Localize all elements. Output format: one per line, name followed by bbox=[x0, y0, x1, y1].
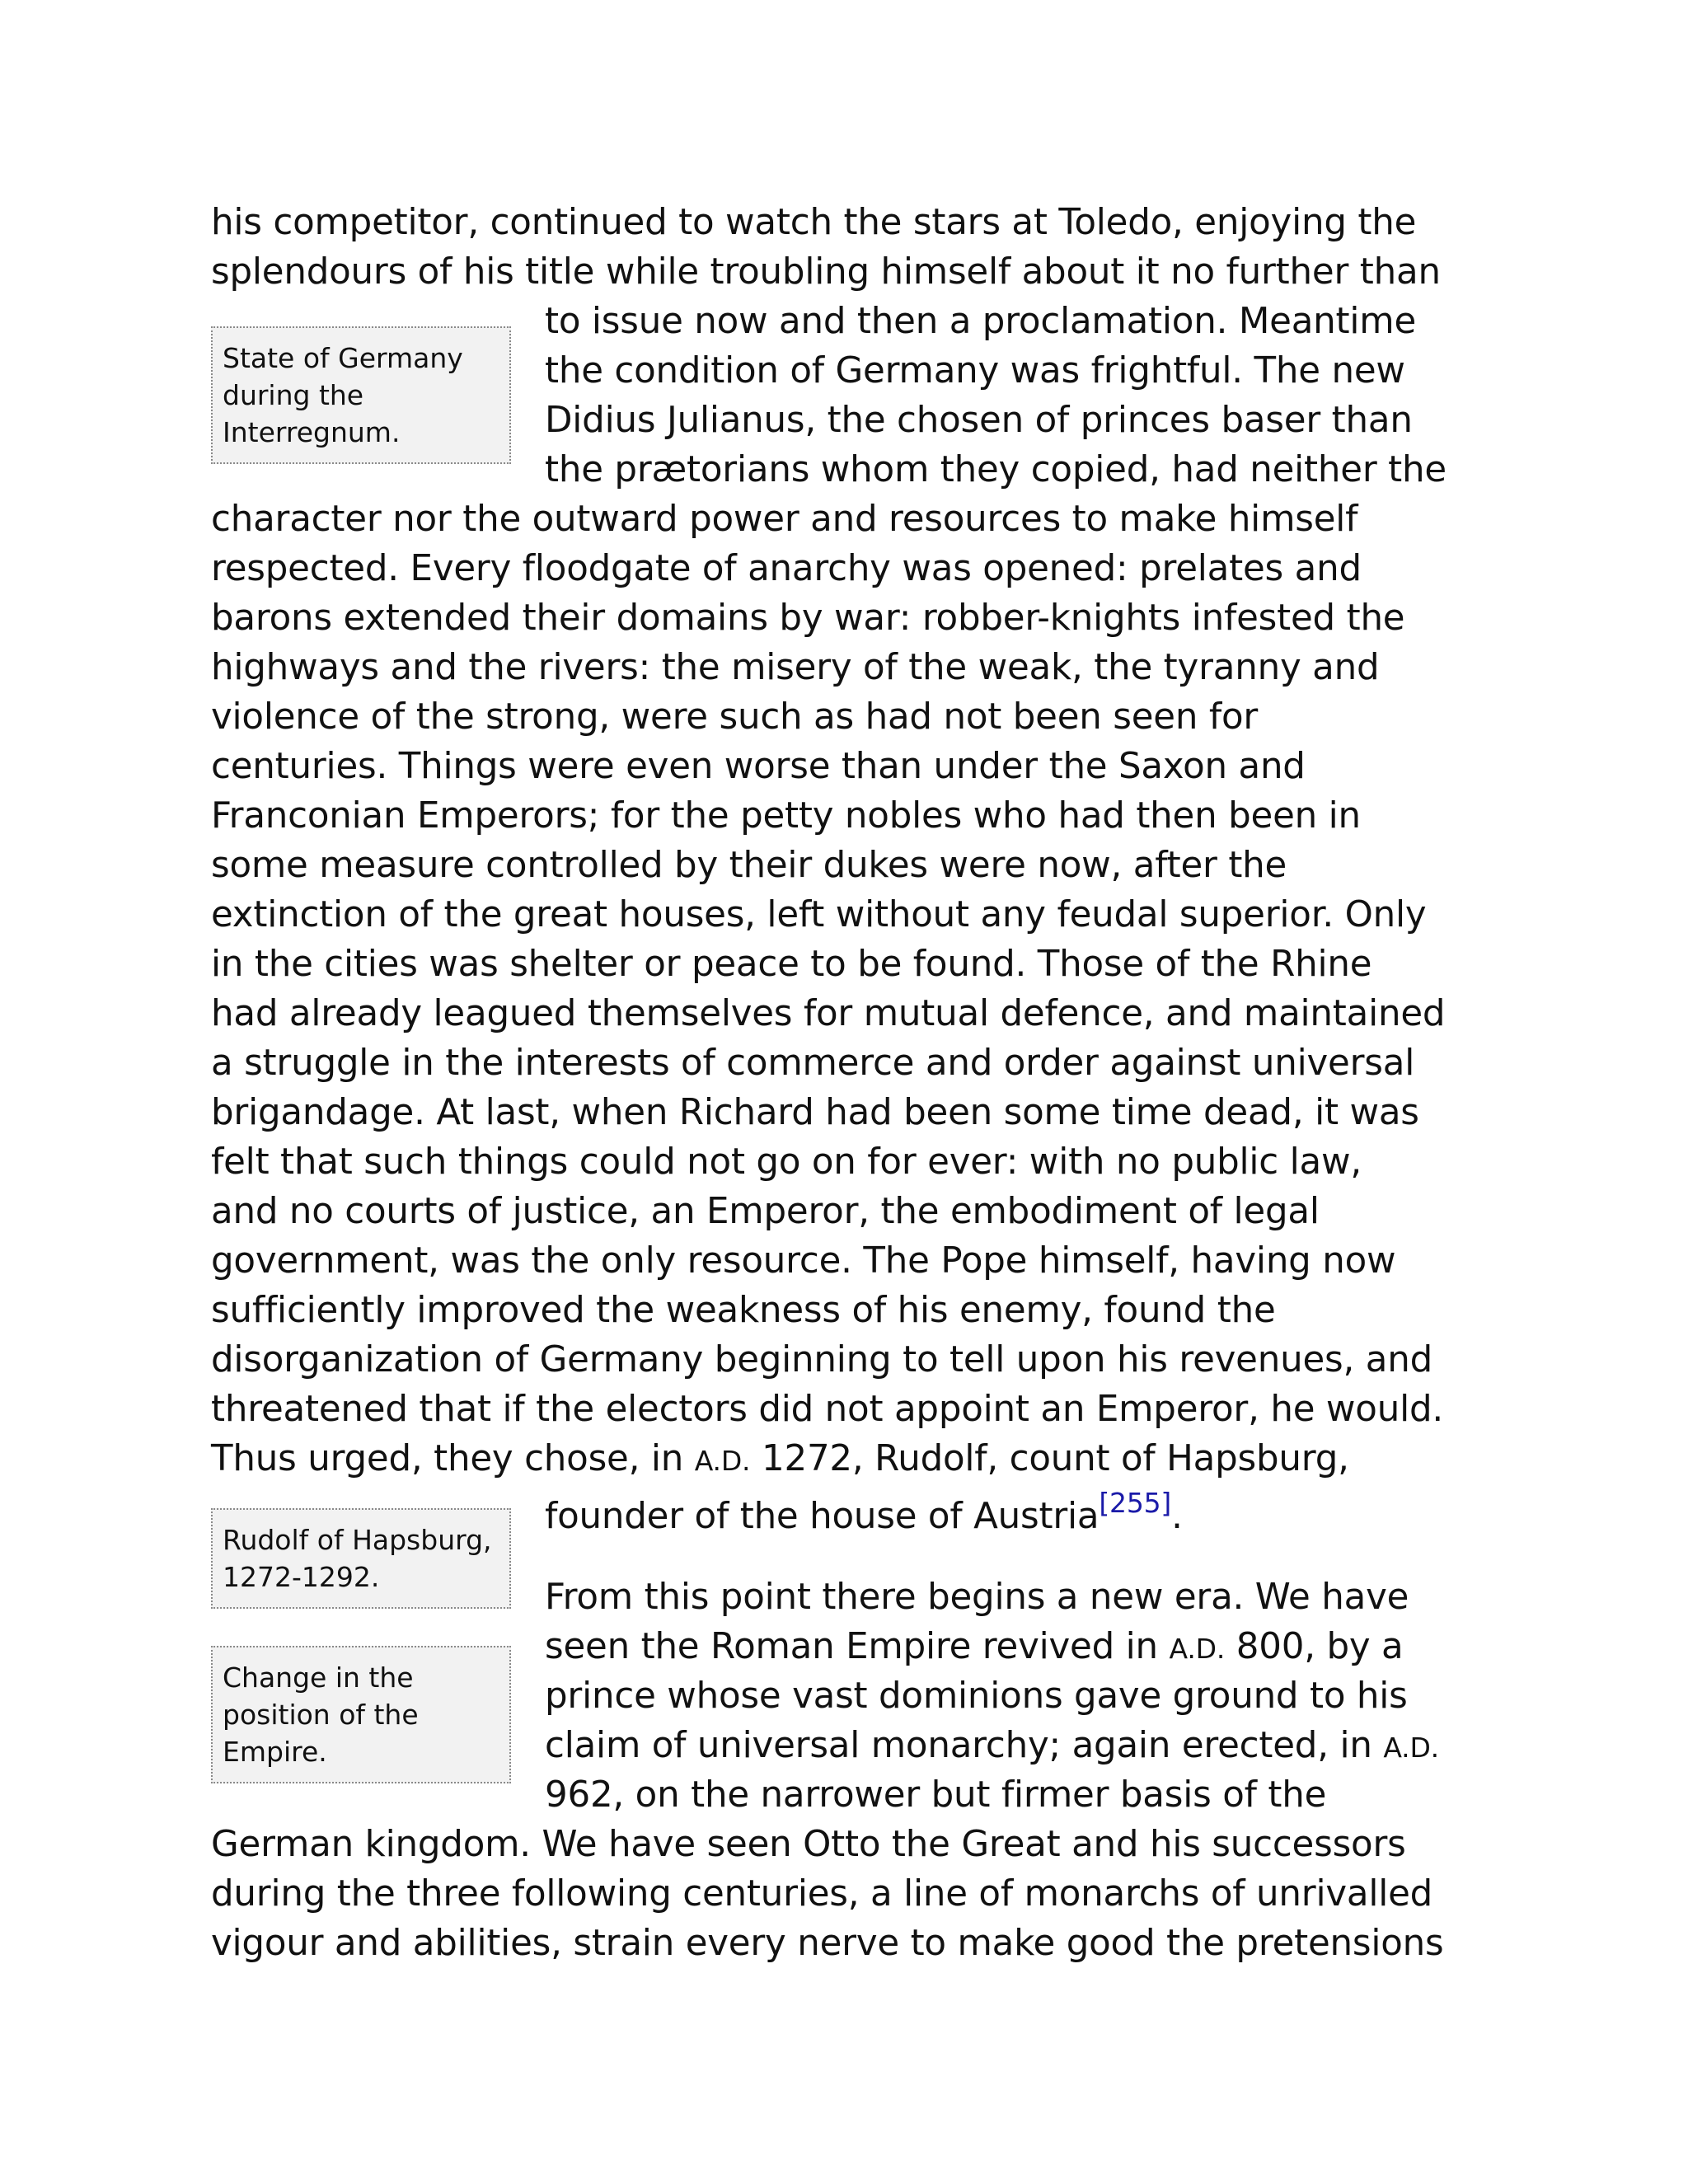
text-line: the condition of Germany was frightful. The new bbox=[545, 350, 1405, 391]
text-line: government, was the only resource. The Pope himself, having now bbox=[211, 1240, 1396, 1282]
text-line bbox=[545, 1721, 1439, 1770]
text-line: had already leagued themselves for mutual defence, and maintained bbox=[211, 993, 1446, 1034]
text-line: the prætorians whom they copied, had neither the bbox=[545, 449, 1447, 490]
era-abbreviation: A.D. bbox=[1169, 1633, 1226, 1665]
text-line: felt that such things could not go on for ever: with no public law, bbox=[211, 1141, 1362, 1183]
text-line: sufficiently improved the weakness of his enemy, found the bbox=[211, 1290, 1276, 1331]
era-abbreviation: A.D. bbox=[694, 1445, 751, 1477]
text-line: threatened that if the electors did not appoint an Emperor, he would. bbox=[211, 1389, 1444, 1430]
text-line: highways and the rivers: the misery of the weak, the tyranny and bbox=[211, 647, 1380, 688]
text-line: splendours of his title while troubling himself about it no further than bbox=[211, 251, 1441, 293]
text-line: brigandage. At last, when Richard had been some time dead, it was bbox=[211, 1092, 1419, 1133]
text-line: centuries. Things were even worse than under the Saxon and bbox=[211, 746, 1306, 787]
text-line: Franconian Emperors; for the petty nobles who had then been in bbox=[211, 795, 1361, 837]
sidenote-state-of-germany: State of Germany during the Interregnum. bbox=[211, 326, 511, 464]
text-line: German kingdom. We have seen Otto the Great and his successors bbox=[211, 1824, 1406, 1865]
text-line: and no courts of justice, an Emperor, the embodiment of legal bbox=[211, 1191, 1320, 1232]
footnote-link[interactable]: [255] bbox=[1099, 1487, 1172, 1519]
text-line: vigour and abilities, strain every nerve to make good the pretensions bbox=[211, 1923, 1444, 1964]
text-run: founder of the house of Austria bbox=[545, 1496, 1100, 1537]
text-run: 1272, Rudolf, count of Hapsburg, bbox=[750, 1438, 1349, 1479]
text-line: character nor the outward power and resources to make himself bbox=[211, 499, 1358, 540]
era-abbreviation: A.D. bbox=[1383, 1732, 1439, 1764]
text-run: Thus urged, they chose, in bbox=[211, 1438, 695, 1479]
text-run: seen the Roman Empire revived in bbox=[545, 1626, 1170, 1667]
text-line bbox=[211, 1434, 1349, 1483]
text-line: a struggle in the interests of commerce and order against universal bbox=[211, 1043, 1415, 1084]
text-line: in the cities was shelter or peace to be found. Those of the Rhine bbox=[211, 944, 1372, 985]
text-line: disorganization of Germany beginning to tell upon his revenues, and bbox=[211, 1339, 1432, 1380]
text-line: some measure controlled by their dukes were now, after the bbox=[211, 845, 1287, 886]
text-line bbox=[545, 1622, 1404, 1671]
text-line: to issue now and then a proclamation. Meantime bbox=[545, 301, 1417, 342]
text-line: violence of the strong, were such as had not been seen for bbox=[211, 696, 1259, 738]
text-run: . bbox=[1171, 1496, 1183, 1537]
text-line: 962, on the narrower but firmer basis of the bbox=[545, 1774, 1327, 1816]
text-line: Didius Julianus, the chosen of princes baser than bbox=[545, 400, 1413, 441]
sidenote-change-in-position: Change in the position of the Empire. bbox=[211, 1646, 511, 1783]
text-line: his competitor, continued to watch the stars at Toledo, enjoying the bbox=[211, 202, 1417, 243]
text-line bbox=[545, 1487, 1183, 1541]
text-line: barons extended their domains by war: robber-knights infested the bbox=[211, 598, 1405, 639]
text-line: extinction of the great houses, left without any feudal superior. Only bbox=[211, 894, 1427, 935]
text-line: during the three following centuries, a line of monarchs of unrivalled bbox=[211, 1873, 1433, 1915]
text-run: claim of universal monarchy; again erected, in bbox=[545, 1725, 1384, 1766]
text-line: respected. Every floodgate of anarchy was opened: prelates and bbox=[211, 548, 1362, 589]
text-line: prince whose vast dominions gave ground to his bbox=[545, 1675, 1408, 1717]
sidenote-rudolf-of-hapsburg: Rudolf of Hapsburg, 1272-1292. bbox=[211, 1508, 511, 1609]
text-line: From this point there begins a new era. We have bbox=[545, 1577, 1409, 1618]
text-run: 800, by a bbox=[1225, 1626, 1404, 1667]
